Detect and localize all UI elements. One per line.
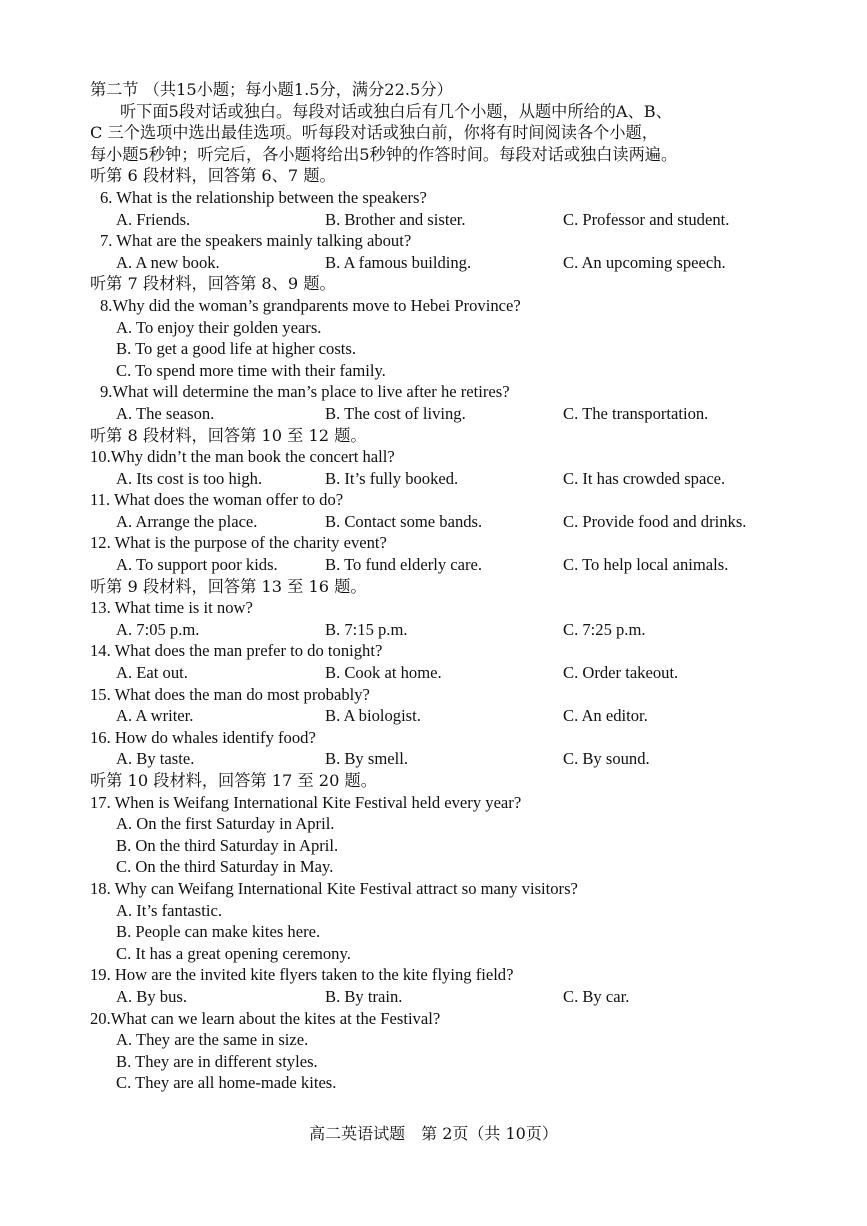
- instruction-line: 听下面5段对话或独白。每段对话或独白后有几个小题，从题中所给的A、B、: [120, 101, 672, 121]
- question-options: [90, 619, 790, 641]
- option-a: A. A writer.: [116, 706, 194, 726]
- question-stem: 9.What will determine the man’s place to live after he retires?: [100, 382, 510, 402]
- option-c: C. They are all home-made kites.: [116, 1073, 337, 1093]
- option-c: C. 7:25 p.m.: [563, 619, 646, 639]
- question-options: [90, 252, 790, 274]
- question-stem: 14. What does the man prefer to do tonight?: [90, 641, 383, 661]
- option-b: B. A famous building.: [325, 252, 472, 272]
- option-b: B. It’s fully booked.: [325, 468, 459, 488]
- option-a: A. On the first Saturday in April.: [116, 814, 335, 834]
- question-options: [90, 705, 790, 727]
- question-options: [90, 748, 790, 770]
- option-b: B. Cook at home.: [325, 663, 442, 683]
- question-stem: 12. What is the purpose of the charity event?: [90, 533, 387, 553]
- option-a: A. By bus.: [116, 986, 187, 1006]
- option-b: B. To fund elderly care.: [325, 555, 483, 575]
- material-prompt: 听第 8 段材料，回答第 10 至 12 题。: [90, 425, 367, 445]
- option-c: C. The transportation.: [563, 403, 709, 423]
- question-stem: 6. What is the relationship between the speakers?: [100, 187, 427, 207]
- option-a: A. Eat out.: [116, 663, 188, 683]
- question-stem: 16. How do whales identify food?: [90, 727, 316, 747]
- instruction-line: C 三个选项中选出最佳选项。听每段对话或独白前，你将有时间阅读各个小题，: [90, 123, 658, 143]
- question-stem: 20.What can we learn about the kites at the Festival?: [90, 1008, 441, 1028]
- question-options: [90, 662, 790, 684]
- option-c: C. Provide food and drinks.: [563, 511, 747, 531]
- material-prompt: 听第 9 段材料，回答第 13 至 16 题。: [90, 576, 367, 596]
- option-a: A. Its cost is too high.: [116, 468, 263, 488]
- option-b: B. 7:15 p.m.: [325, 619, 408, 639]
- option-a: A. They are the same in size.: [116, 1030, 309, 1050]
- option-a: A. Friends.: [116, 209, 191, 229]
- option-b: B. To get a good life at higher costs.: [116, 339, 357, 359]
- material-prompt: 听第 6 段材料，回答第 6、7 题。: [90, 166, 336, 186]
- question-stem: 7. What are the speakers mainly talking about?: [100, 231, 412, 251]
- material-prompt: 听第 7 段材料，回答第 8、9 题。: [90, 274, 336, 294]
- listening-section: [90, 79, 790, 1094]
- section-title: 第二节 （共15小题；每小题1.5分，满分22.5分）: [90, 80, 453, 99]
- option-c: C. It has a great opening ceremony.: [116, 943, 351, 963]
- question-stem: 11. What does the woman offer to do?: [90, 490, 344, 510]
- option-b: B. Contact some bands.: [325, 511, 483, 531]
- option-a: A. The season.: [116, 403, 215, 423]
- option-c: C. By car.: [563, 986, 630, 1006]
- option-b: B. Brother and sister.: [325, 209, 466, 229]
- option-b: B. The cost of living.: [325, 403, 466, 423]
- page-footer: 高二英语试题 第 2页（共 10页）: [309, 1124, 558, 1143]
- option-a: A. 7:05 p.m.: [116, 619, 200, 639]
- option-a: A. To enjoy their golden years.: [116, 317, 322, 337]
- question-options: [90, 986, 790, 1008]
- option-c: C. To spend more time with their family.: [116, 360, 386, 380]
- option-a: A. It’s fantastic.: [116, 900, 222, 920]
- option-b: B. By train.: [325, 986, 403, 1006]
- question-options: [90, 403, 790, 425]
- option-b: B. A biologist.: [325, 706, 421, 726]
- option-c: C. To help local animals.: [563, 555, 729, 575]
- option-c: C. Order takeout.: [563, 663, 679, 683]
- question-options: [90, 468, 790, 490]
- question-stem: 10.Why didn’t the man book the concert hall?: [90, 447, 395, 467]
- option-c: C. Professor and student.: [563, 209, 730, 229]
- material-prompt: 听第 10 段材料，回答第 17 至 20 题。: [90, 771, 377, 790]
- option-b: B. They are in different styles.: [116, 1051, 318, 1071]
- question-options: [90, 209, 790, 231]
- option-c: C. On the third Saturday in May.: [116, 857, 334, 877]
- question-stem: 17. When is Weifang International Kite Festival held every year?: [90, 792, 522, 812]
- option-c: C. It has crowded space.: [563, 468, 726, 488]
- question-options: [90, 554, 790, 576]
- question-stem: 19. How are the invited kite flyers taken to the kite flying field?: [90, 965, 514, 985]
- option-c: C. By sound.: [563, 749, 650, 769]
- option-b: B. People can make kites here.: [116, 922, 321, 942]
- option-a: A. By taste.: [116, 749, 195, 769]
- option-c: C. An editor.: [563, 706, 648, 726]
- question-stem: 8.Why did the woman’s grandparents move to Hebei Province?: [100, 295, 521, 315]
- instruction-line: 每小题5秒钟；听完后，各小题将给出5秒钟的作答时间。每段对话或独白读两遍。: [90, 144, 678, 164]
- question-stem: 15. What does the man do most probably?: [90, 684, 370, 704]
- question-stem: 18. Why can Weifang International Kite Festival attract so many visitors?: [90, 878, 578, 898]
- option-a: A. Arrange the place.: [116, 511, 258, 531]
- option-a: A. A new book.: [116, 252, 220, 272]
- option-c: C. An upcoming speech.: [563, 252, 726, 272]
- option-a: A. To support poor kids.: [116, 555, 278, 575]
- option-b: B. By smell.: [325, 749, 408, 769]
- option-b: B. On the third Saturday in April.: [116, 835, 339, 855]
- question-stem: 13. What time is it now?: [90, 598, 253, 618]
- question-options: [90, 511, 790, 533]
